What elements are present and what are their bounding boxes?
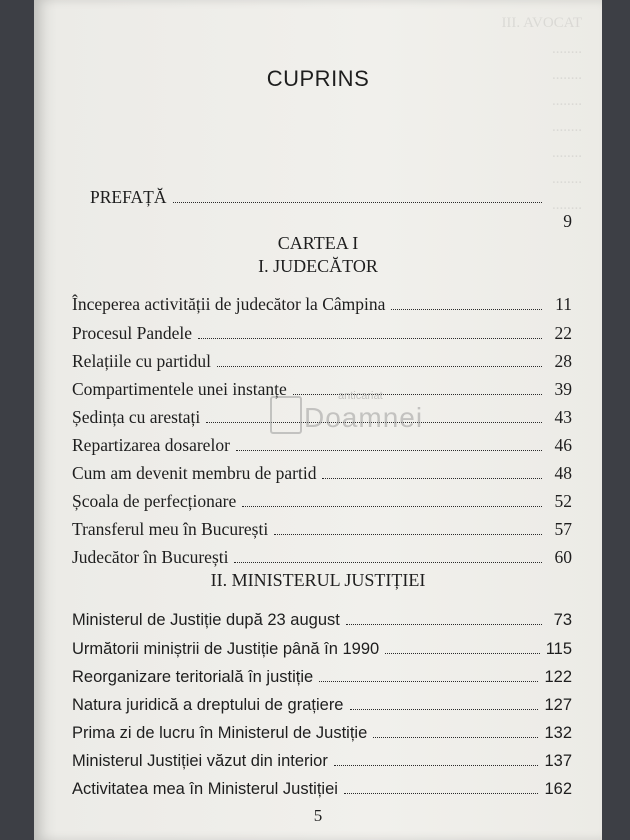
toc-label: Relațiile cu partidul bbox=[72, 350, 211, 371]
toc-label: Activitatea mea în Ministerul Justiției bbox=[72, 779, 338, 798]
book-heading: CARTEA I bbox=[277, 233, 359, 253]
toc-label: Judecător în București bbox=[72, 546, 229, 567]
toc-page: 52 bbox=[554, 490, 572, 511]
leader-dots bbox=[373, 736, 538, 738]
toc-page: 115 bbox=[545, 639, 572, 658]
toc-entry bbox=[72, 400, 572, 426]
toc-entry bbox=[72, 687, 572, 713]
leader-dots bbox=[322, 477, 542, 479]
leader-dots bbox=[198, 337, 542, 339]
toc-entry bbox=[72, 715, 572, 741]
toc-entry bbox=[72, 631, 572, 657]
toc-page: 60 bbox=[554, 546, 572, 567]
toc-entry bbox=[72, 287, 572, 313]
leader-dots bbox=[293, 393, 542, 395]
leader-dots bbox=[274, 533, 542, 535]
toc-label: Compartimentele unei instanțe bbox=[72, 378, 287, 399]
toc-page: 127 bbox=[544, 695, 572, 714]
toc-entry bbox=[72, 344, 572, 370]
toc-page: 39 bbox=[554, 378, 572, 399]
toc-label: Școala de perfecționare bbox=[72, 490, 237, 511]
toc-label: Repartizarea dosarelor bbox=[72, 434, 230, 455]
toc-entry bbox=[72, 484, 572, 510]
leader-dots bbox=[334, 764, 539, 766]
toc-label: PREFAȚĂ bbox=[90, 186, 167, 207]
toc-label: Procesul Pandele bbox=[72, 322, 193, 343]
toc-entry bbox=[72, 602, 572, 628]
toc-page: 11 bbox=[555, 293, 572, 314]
book-page bbox=[34, 0, 602, 840]
toc-page: 46 bbox=[554, 434, 572, 455]
toc-label: Începerea activității de judecător la Câmpina bbox=[72, 293, 386, 314]
toc-entry bbox=[72, 316, 572, 342]
toc-page: 162 bbox=[544, 779, 572, 798]
section-heading: I. JUDECĂTOR bbox=[258, 256, 378, 276]
toc-entry-preface bbox=[90, 180, 572, 231]
leader-dots bbox=[217, 365, 542, 367]
toc-page: 28 bbox=[554, 350, 572, 371]
toc-page: 48 bbox=[554, 462, 572, 483]
toc-entry bbox=[72, 512, 572, 538]
leader-dots bbox=[344, 792, 539, 794]
toc-label: Transferul meu în București bbox=[72, 518, 269, 539]
watermark-small-text: anticariat bbox=[338, 390, 383, 402]
section-heading: II. MINISTERUL JUSTIȚIEI bbox=[210, 570, 426, 590]
watermark-big-text: Doamnei bbox=[304, 402, 424, 433]
toc-page: 22 bbox=[554, 322, 572, 343]
toc-label: Ministerul Justiției văzut din interior bbox=[72, 751, 328, 770]
leader-dots bbox=[234, 561, 542, 563]
toc-entry bbox=[72, 771, 572, 797]
toc-entry bbox=[72, 540, 572, 566]
toc-page: 73 bbox=[553, 610, 572, 629]
leader-dots bbox=[173, 201, 543, 203]
toc-entry bbox=[72, 372, 572, 398]
toc-entry bbox=[72, 456, 572, 482]
toc-page: 43 bbox=[554, 406, 572, 427]
leader-dots bbox=[385, 652, 539, 654]
toc-label: Reorganizare teritorială în justiție bbox=[72, 667, 314, 686]
toc-entry bbox=[72, 659, 572, 685]
toc-label: Ministerul de Justiție după 23 august bbox=[72, 610, 340, 629]
leader-dots bbox=[319, 680, 538, 682]
leader-dots bbox=[236, 449, 542, 451]
toc-label: Cum am devenit membru de partid bbox=[72, 462, 317, 483]
page-number: 5 bbox=[313, 806, 323, 825]
toc-entry bbox=[72, 428, 572, 454]
page-title: CUPRINS bbox=[266, 66, 370, 91]
leader-dots bbox=[206, 421, 542, 423]
toc-label: Prima zi de lucru în Ministerul de Justiție bbox=[72, 723, 368, 742]
toc-label: Următorii miniștrii de Justiție până în 1990 bbox=[72, 639, 380, 658]
toc-page: 122 bbox=[544, 667, 572, 686]
toc-entry bbox=[72, 743, 572, 769]
toc-page: 9 bbox=[563, 210, 572, 231]
toc-label: Natura juridică a dreptului de grațiere bbox=[72, 695, 344, 714]
toc-label: Ședința cu arestați bbox=[72, 406, 201, 427]
toc-page: 57 bbox=[554, 518, 572, 539]
leader-dots bbox=[391, 308, 542, 310]
leader-dots bbox=[242, 505, 542, 507]
toc-page: 132 bbox=[544, 723, 572, 742]
bleed-through-text: III. AVOCAT ........ ........ ........ ........ ........ ........ ........ bbox=[501, 15, 582, 213]
leader-dots bbox=[350, 708, 539, 710]
leader-dots bbox=[346, 623, 542, 625]
toc-page: 137 bbox=[544, 751, 572, 770]
